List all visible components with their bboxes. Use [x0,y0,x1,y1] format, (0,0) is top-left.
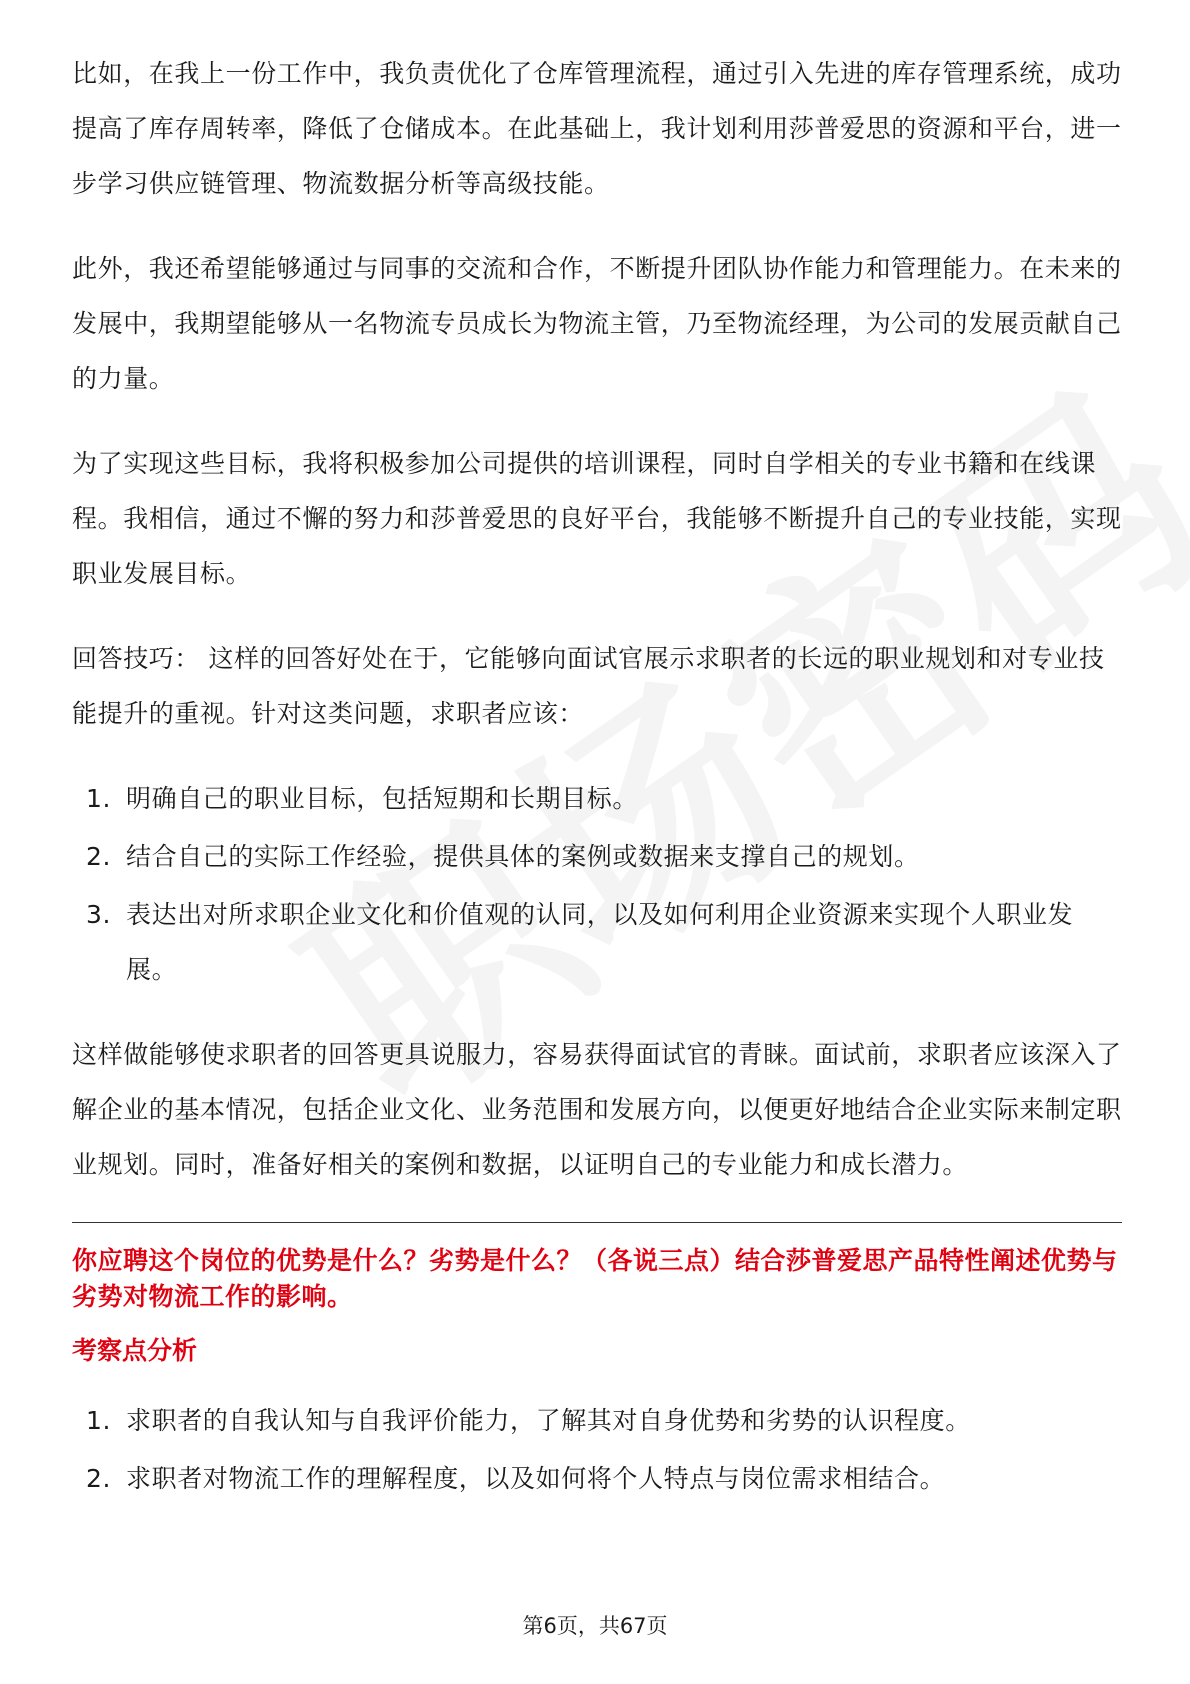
list-item-text: 表达出对所求职企业文化和价值观的认同，以及如何利用企业资源来实现个人职业发展。 [126,900,1074,984]
tips-list [72,771,1122,997]
analysis-list [72,1393,1122,1506]
list-number: 3. [86,900,112,929]
interview-question: 你应聘这个岗位的优势是什么？劣势是什么？（各说三点）结合莎普爱思产品特性阐述优势与劣势对物流工作的影响。 [72,1246,1118,1311]
list-item-text: 结合自己的实际工作经验，提供具体的案例或数据来支撑自己的规划。 [126,842,920,871]
paragraph-example: 比如，在我上一份工作中，我负责优化了仓库管理流程，通过引入先进的库存管理系统，成功提高了库存周转率，降低了仓储成本。在此基础上，我计划利用莎普爱思的资源和平台，进一步学习供应链管理、物流数据分析等高级技能。 [72,59,1122,198]
list-number: 2. [86,1464,112,1493]
page-number: 第6页，共67页 [522,1614,668,1638]
paragraph-goals: 为了实现这些目标，我将积极参加公司提供的培训课程，同时自学相关的专业书籍和在线课程。我相信，通过不懈的努力和莎普爱思的良好平台，我能够不断提升自己的专业技能，实现职业发展目标。 [72,449,1122,588]
page-content [72,46,1122,1536]
list-number: 2. [86,842,112,871]
list-item [72,887,1122,997]
list-item [72,1451,1122,1506]
list-number: 1. [86,784,112,813]
list-item [72,1393,1122,1448]
list-item [72,771,1122,826]
paragraph-teamwork: 此外，我还希望能够通过与同事的交流和合作，不断提升团队协作能力和管理能力。在未来的发展中，我期望能够从一名物流专员成长为物流主管，乃至物流经理，为公司的发展贡献自己的力量。 [72,254,1122,393]
list-number: 1. [86,1406,112,1435]
list-item-text: 求职者对物流工作的理解程度，以及如何将个人特点与岗位需求相结合。 [126,1464,946,1493]
paragraph-answer-tips: 回答技巧： 这样的回答好处在于，它能够向面试官展示求职者的长远的职业规划和对专业技能提升的重视。针对这类问题，求职者应该： [72,644,1105,728]
section-divider [72,1222,1122,1223]
list-item [72,829,1122,884]
paragraph-closing: 这样做能够使求职者的回答更具说服力，容易获得面试官的青睐。面试前，求职者应该深入了解企业的基本情况，包括企业文化、业务范围和发展方向，以便更好地结合企业实际来制定职业规划。同时，准备好相关的案例和数据，以证明自己的专业能力和成长潜力。 [72,1040,1122,1179]
list-item-text: 明确自己的职业目标，包括短期和长期目标。 [126,784,639,813]
list-item-text: 求职者的自我认知与自我评价能力，了解其对自身优势和劣势的认识程度。 [126,1406,971,1435]
analysis-heading: 考察点分析 [72,1336,198,1365]
